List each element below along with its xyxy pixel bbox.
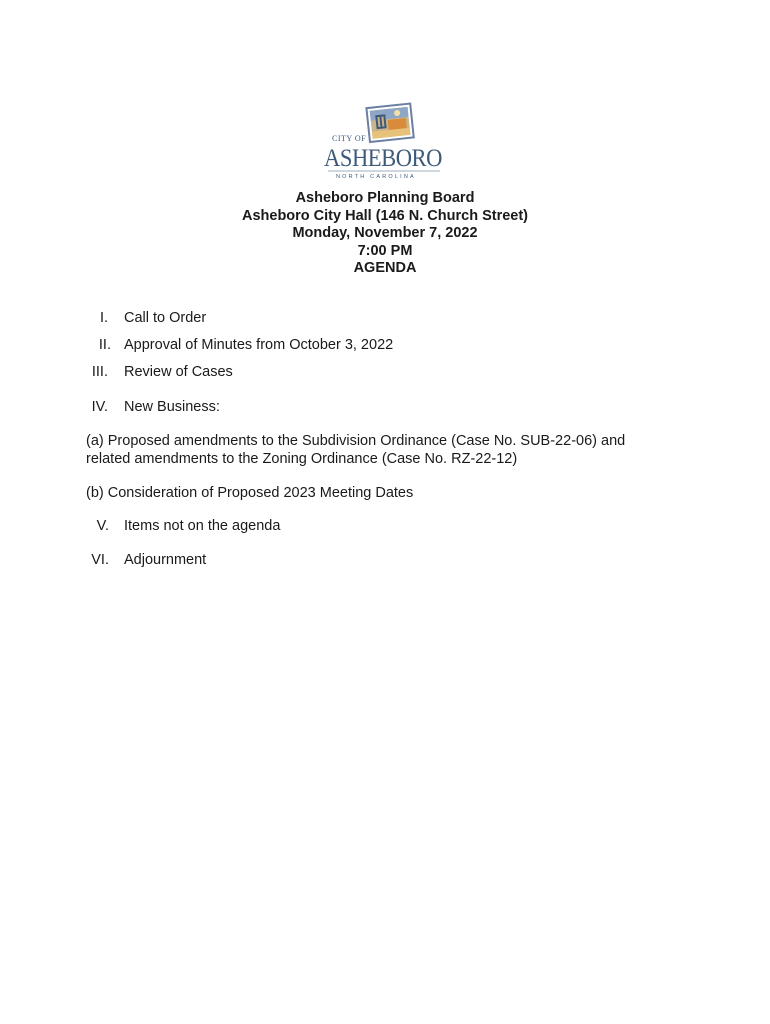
item-text: Call to Order <box>124 310 207 326</box>
item-numeral: VI. <box>91 552 109 568</box>
new-business-sub-a <box>86 433 686 468</box>
meeting-time: 7:00 PM <box>357 242 413 259</box>
board-name: Asheboro Planning Board <box>295 190 475 206</box>
item-numeral: V. <box>96 518 109 534</box>
meeting-location: Asheboro City Hall (146 N. Church Street) <box>241 207 529 224</box>
city-logo-graphic <box>316 100 450 184</box>
item-text: Items not on the agenda <box>124 518 281 534</box>
new-business-sub-b <box>86 485 686 503</box>
logo-wordmark: ASHEBORO <box>324 145 443 172</box>
item-text: Adjournment <box>124 552 207 568</box>
item-numeral: IV. <box>91 399 108 415</box>
sub-a-line-1: (a) Proposed amendments to the Subdivision Ordinance (Case No. SUB-22-06) and <box>86 433 626 449</box>
item-text: Review of Cases <box>124 364 233 380</box>
item-numeral: II. <box>98 337 111 353</box>
meeting-date: Monday, November 7, 2022 <box>292 225 478 241</box>
item-numeral: I. <box>99 310 108 326</box>
item-numeral: III. <box>91 364 108 380</box>
sub-a-line-2: related amendments to the Zoning Ordinance (Case No. RZ-22-12) <box>86 450 518 467</box>
item-text: Approval of Minutes from October 3, 2022 <box>124 337 394 353</box>
logo-city-of: CITY OF <box>332 134 367 143</box>
sub-b-line: (b) Consideration of Proposed 2023 Meeting Dates <box>86 485 414 501</box>
item-text: New Business: <box>124 399 220 415</box>
logo-state: NORTH CAROLINA <box>336 174 416 180</box>
agenda-header <box>0 190 770 278</box>
logo-picture <box>366 104 413 142</box>
agenda-title: AGENDA <box>353 260 417 276</box>
city-logo <box>316 100 450 184</box>
